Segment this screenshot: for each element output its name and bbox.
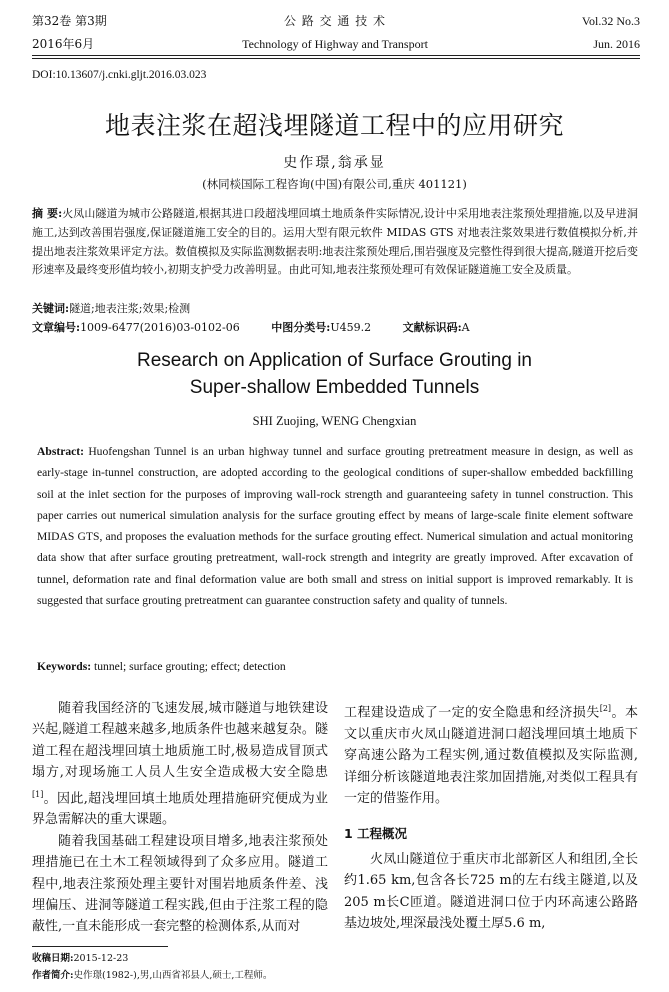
doc-code: A: [461, 321, 470, 334]
keywords-en-text: tunnel; surface grouting; effect; detection: [94, 660, 286, 673]
header-volume-issue-en: Vol.32 No.3: [581, 14, 640, 28]
abstract-cn-label: 摘 要:: [32, 207, 63, 220]
body-right-column: [344, 698, 638, 934]
header-date-en: Jun. 2016: [593, 37, 640, 51]
keywords-cn-text: 隧道;地表注浆;效果;检测: [69, 302, 191, 315]
body-left-p1-text: 随着我国经济的飞速发展,城市隧道与地铁建设兴起,隧道工程越来越多,地质条件也越来越复杂。隧道工程在超浅埋回填土地质施工时,极易造成冒顶式塌方,对现场施工人员人生安全造成极大安全隐患: [32, 701, 328, 781]
page-title-en-line1: Research on Application of Surface Grouting in: [136, 350, 532, 371]
keywords-en-label: Keywords:: [37, 660, 92, 673]
author-bio: 史作璟(1982-),男,山西省祁县人,硕士,工程师。: [73, 970, 273, 981]
author-bio-label: 作者简介:: [32, 970, 74, 981]
header-rule-thin: [32, 58, 640, 59]
authors-cn: 史作璟,翁承显: [283, 155, 386, 171]
header-journal-cn: 公 路 交 通 技 术: [283, 14, 387, 28]
body-left-p1-tail: 。因此,超浅埋回填土地质处理措施研究便成为业界急需解决的重大课题。: [32, 790, 328, 828]
header-rule: [32, 55, 640, 56]
body-right-p1-tail: 。本文以重庆市火凤山隧道进洞口超浅埋回填土地质下穿高速公路为工程实例,通过数值模拟及实际监测,详细分析该隧道地表注浆加固措施,对类似工程具有一定的借鉴作用。: [344, 705, 638, 806]
page-title-en-line2: Super-shallow Embedded Tunnels: [189, 377, 480, 398]
article-no-label: 文章编号:: [32, 321, 81, 334]
body-right-paragraph-2: 火凤山隧道位于重庆市北部新区人和组团,全长约1.65 km,包含各长725 m的左右线主隧道,以及205 m长C匝道。隧道进洞口位于内环高速公路路基边坡处,埋深最浅处覆土厚5.6 m,: [344, 851, 638, 931]
abstract-cn: [32, 205, 638, 280]
header-volume-issue-cn: 第32卷 第3期: [32, 14, 107, 28]
keywords-en: [37, 656, 633, 677]
received-date: 2015-12-23: [73, 953, 129, 964]
doi: DOI:10.13607/j.cnki.gljt.2016.03.023: [32, 69, 207, 81]
citation-2: [2]: [599, 704, 612, 713]
affiliation-cn: (林同棪国际工程咨询(中国)有限公司,重庆 401121): [202, 177, 467, 191]
footnote-received: [32, 950, 128, 964]
article-no: 1009-6477(2016)03-0102-06: [80, 321, 240, 334]
header-journal-en: Technology of Highway and Transport: [242, 37, 428, 51]
authors-en: SHI Zuojing, WENG Chengxian: [252, 414, 417, 428]
clc-code: U459.2: [330, 321, 372, 334]
keywords-cn-label: 关键词:: [32, 302, 70, 315]
abstract-en-label: Abstract:: [37, 445, 85, 458]
clc-label: 中图分类号:: [271, 321, 331, 334]
body-right-paragraph-1: [344, 698, 638, 809]
article-info: [32, 319, 638, 338]
page-title-cn: 地表注浆在超浅埋隧道工程中的应用研究: [104, 111, 564, 140]
footnote-rule: [32, 946, 168, 947]
body-left-paragraph-1: [32, 698, 328, 831]
abstract-en-text: Huofengshan Tunnel is an urban highway tunnel and surface grouting pretreatment measure in design, as well as early-stage in-tunnel construction, are adopted according to the geological conditions of super-shallow embedded backfilling soil at the inlet section for the purposes of improving wall-rock strength and guaranteeing safety in tunnel construction. This paper carries out numerical simulation analysis for the surface grouting effect by means of large-scale finite element software MIDAS GTS, and proposes the evaluation methods for the surface grouting effect. Numerical simulation and actual monitoring data show that after surface grouting pretreatment, wall-rock strength and integrity are greatly improved. After excavation of tunnel, deformation rate and final deformation value are both small and stress on initial support is improved remarkably. It is suggested that surface grouting pretreatment can guarantee construction safety and quality of tunnels.: [37, 445, 634, 608]
header-date-cn: 2016年6月: [32, 37, 95, 51]
abstract-cn-text: 火凤山隧道为城市公路隧道,根据其进口段超浅埋回填土地质条件实际情况,设计中采用地表注浆预处理措施,以及早进洞施工,达到改善围岩强度,保证隧道施工安全的目的。运用大型有限元软件 MIDAS GTS 对地表注浆效果进行数值模拟分析,并提出地表注浆效果评定方法。数值模拟及实际监测数据表明:地表注浆预处理后,围岩强度及完整性得到很大提高,隧道开挖后变形速率及最终变形值均较小,初期支护受力改善明显。由此可知,地表注浆预处理可有效保证隧道施工安全及质量。: [32, 207, 638, 277]
body-left-paragraph-2: 随着我国基础工程建设项目增多,地表注浆预处理措施已在土木工程领域得到了众多应用。隧道工程中,地表注浆预处理主要针对围岩地质条件差、浅埋偏压、进洞等隧道工程实践,但由于注浆工程的隐蔽性,一直未能形成一套完整的检测体系,从而对: [32, 833, 328, 935]
body-right-p1-text: 工程建设造成了一定的安全隐患和经济损失: [344, 705, 600, 721]
abstract-en: [37, 441, 633, 611]
footnote-author: [32, 967, 272, 981]
keywords-cn: [32, 300, 638, 319]
section-heading-1: 1 工程概况: [344, 826, 408, 842]
doc-code-label: 文献标识码:: [402, 321, 462, 334]
received-label: 收稿日期:: [32, 953, 74, 964]
body-left-column: [32, 698, 328, 938]
citation-1: [1]: [32, 789, 44, 799]
